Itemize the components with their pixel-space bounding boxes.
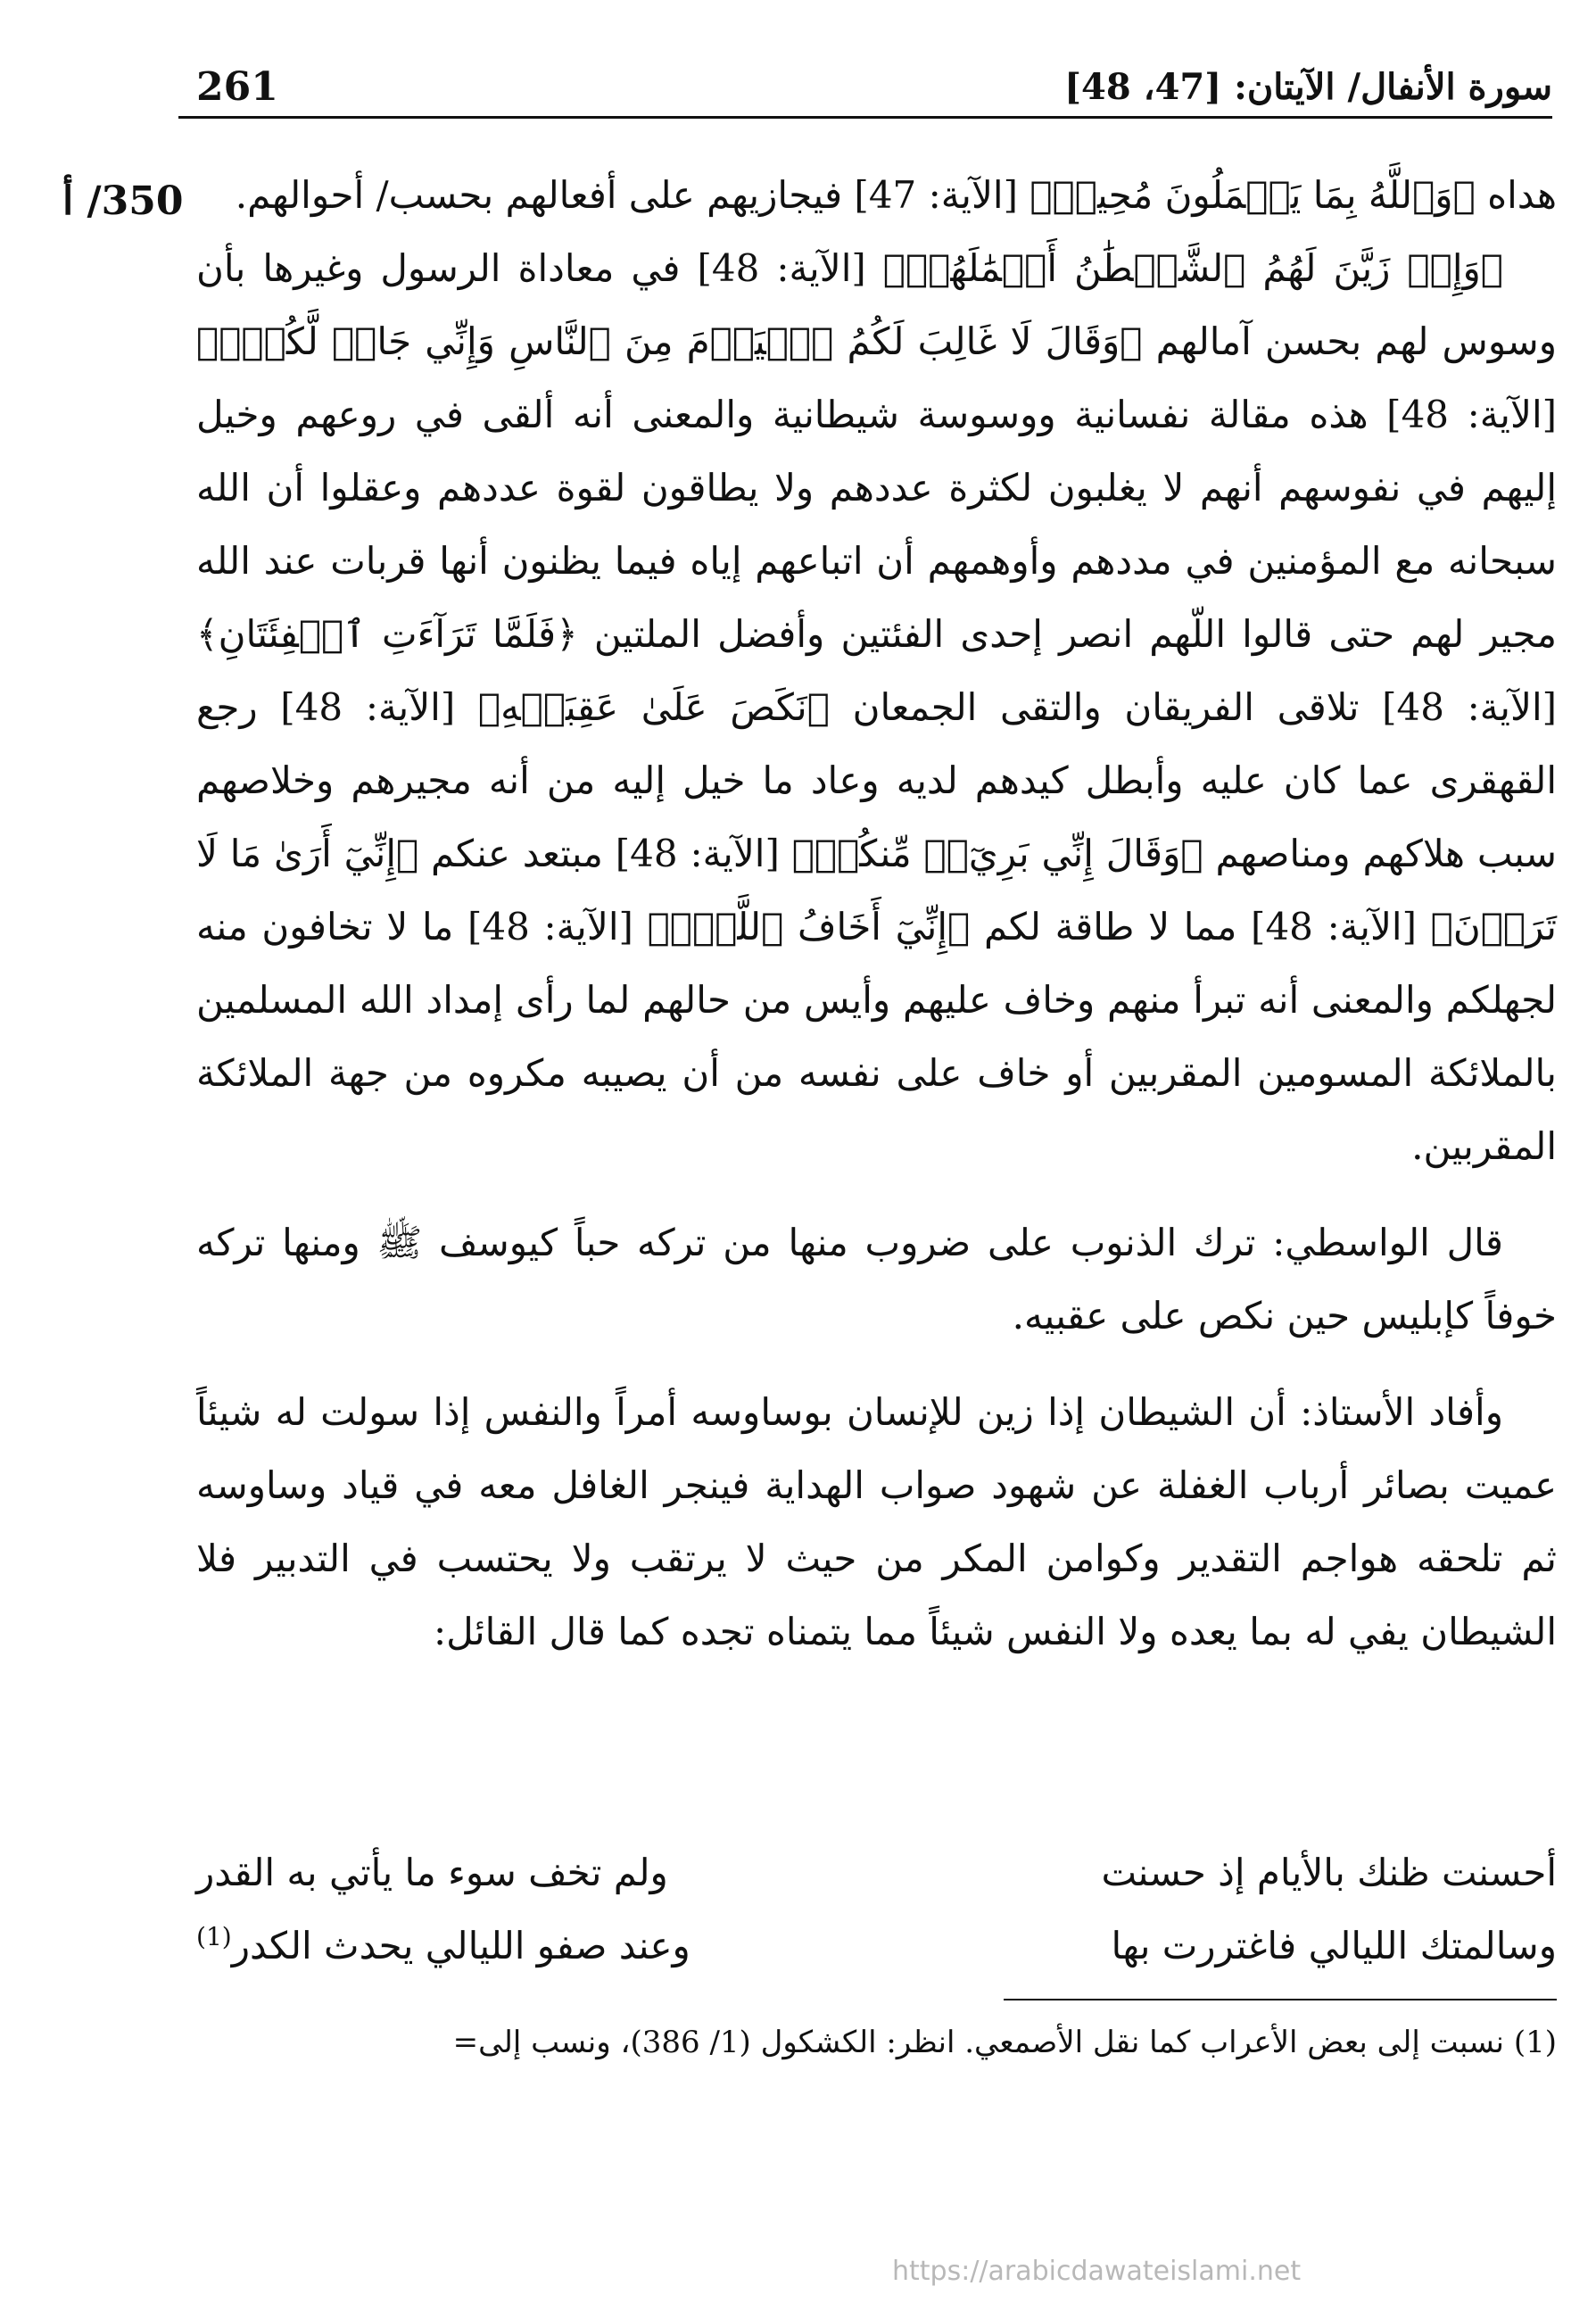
page-number: 261	[196, 64, 278, 110]
footnote-separator	[1004, 1999, 1557, 2000]
poem-second-hemistich	[196, 1909, 690, 1983]
footnote-marker: (1)	[196, 1922, 232, 1951]
poem-second-hemistich-text: وعند صفو الليالي يحدث الكدر	[231, 1924, 690, 1967]
main-text	[196, 159, 1557, 1669]
paragraph-verse-47: هداه ﴿وَٱللَّهُ بِمَا يَعۡمَلُونَ مُحِيطٞ﴾ [الآية: 47] فيجازيهم على أفعالهم بحسب/ أحوالهم.	[235, 173, 1557, 217]
running-head: سورة الأنفال/ الآيتان: [47، 48]	[1064, 66, 1552, 108]
paragraph-ustadh-note: وأفاد الأستاذ: أن الشيطان إذا زين للإنسان بوساوسه أمراً والنفس إذا سولت له شيئاً عميت بصائر أرباب الغفلة عن شهود صواب الهداية فينجر الغافل معه في قياد وساوسه ثم تلحقه هواجم التقدير وكوامن المكر من حيث لا يرتقب ولا يحتسب في التدبير فلا الشيطان يفي له بما يعده ولا النفس شيئاً مما يتمناه تجده كما قال القائل:	[196, 1390, 1557, 1653]
poem-first-hemistich: وسالمتك الليالي فاغتررت بها	[1111, 1924, 1557, 1967]
poem-second-hemistich: ولم تخف سوء ما يأتي به القدر	[196, 1851, 668, 1894]
poem-line	[196, 1909, 1557, 1983]
manuscript-folio-note: 350/ أ	[62, 178, 184, 224]
footnote: (1) نسبت إلى بعض الأعراب كما نقل الأصمعي. انظر: الكشكول (1/ 386)، ونسب إلى=	[452, 2025, 1557, 2060]
paragraph-verse-48-commentary: ﴿وَإِذۡ زَيَّنَ لَهُمُ ٱلشَّيۡطَٰنُ أَعۡمَٰلَهُمۡ﴾ [الآية: 48] في معاداة الرسول وغيرها بأن وسوس لهم بحسن آمالهم ﴿وَقَالَ لَا غَالِبَ لَكُمُ ٱلۡيَوۡمَ مِنَ ٱلنَّاسِ وَإِنِّي جَارٞ لَّكُمۡۖ﴾ [الآية: 48] هذه مقالة نفسانية ووسوسة شيطانية والمعنى أنه ألقى في روعهم وخيل إليهم في نفوسهم أنهم لا يغلبون لكثرة عددهم ولا يطاقون لقوة عددهم وعقلوا أن الله سبحانه مع المؤمنين في مددهم وأوهمهم أن اتباعهم إياه فيما يظنون أنها قربات عند الله مجير لهم حتى قالوا اللّهم انصر إحدى الفئتين وأفضل الملتين ﴿فَلَمَّا تَرَآءَتِ ٱلۡفِئَتَانِ﴾ [الآية: 48] تلاقى الفريقان والتقى الجمعان ﴿نَكَصَ عَلَىٰ عَقِبَيۡهِ﴾ [الآية: 48] رجع القهقرى عما كان عليه وأبطل كيدهم لديه وعاد ما خيل إليه من أنه مجيرهم وخلاصهم سبب هلاكهم ومناصهم ﴿وَقَالَ إِنِّي بَرِيٓءٞ مِّنكُمۡ﴾ [الآية: 48] مبتعد عنكم ﴿إِنِّيٓ أَرَىٰ مَا لَا تَرَوۡنَ﴾ [الآية: 48] مما لا طاقة لكم ﴿إِنِّيٓ أَخَافُ ٱللَّهَۚ﴾ [الآية: 48] ما لا تخافون منه لجهلكم والمعنى أنه تبرأ منهم وخاف عليهم وأيس من حالهم لما رأى إمداد الله المسلمين بالملائكة المسومين المقربين أو خاف على نفسه من أن يصيبه مكروه من جهة الملائكة المقربين.	[196, 246, 1558, 1168]
poem-line	[196, 1836, 1557, 1909]
watermark-url: https://arabicdawateislami.net	[892, 2256, 1302, 2287]
poem-first-hemistich: أحسنت ظنك بالأيام إذ حسنت	[1101, 1851, 1557, 1894]
page-header	[178, 62, 1552, 119]
paragraph-wasiti-quote: قال الواسطي: ترك الذنوب على ضروب منها من تركه حباً كيوسف ﷺ ومنها تركه خوفاً كإبليس حين نكص على عقبيه.	[196, 1221, 1557, 1338]
